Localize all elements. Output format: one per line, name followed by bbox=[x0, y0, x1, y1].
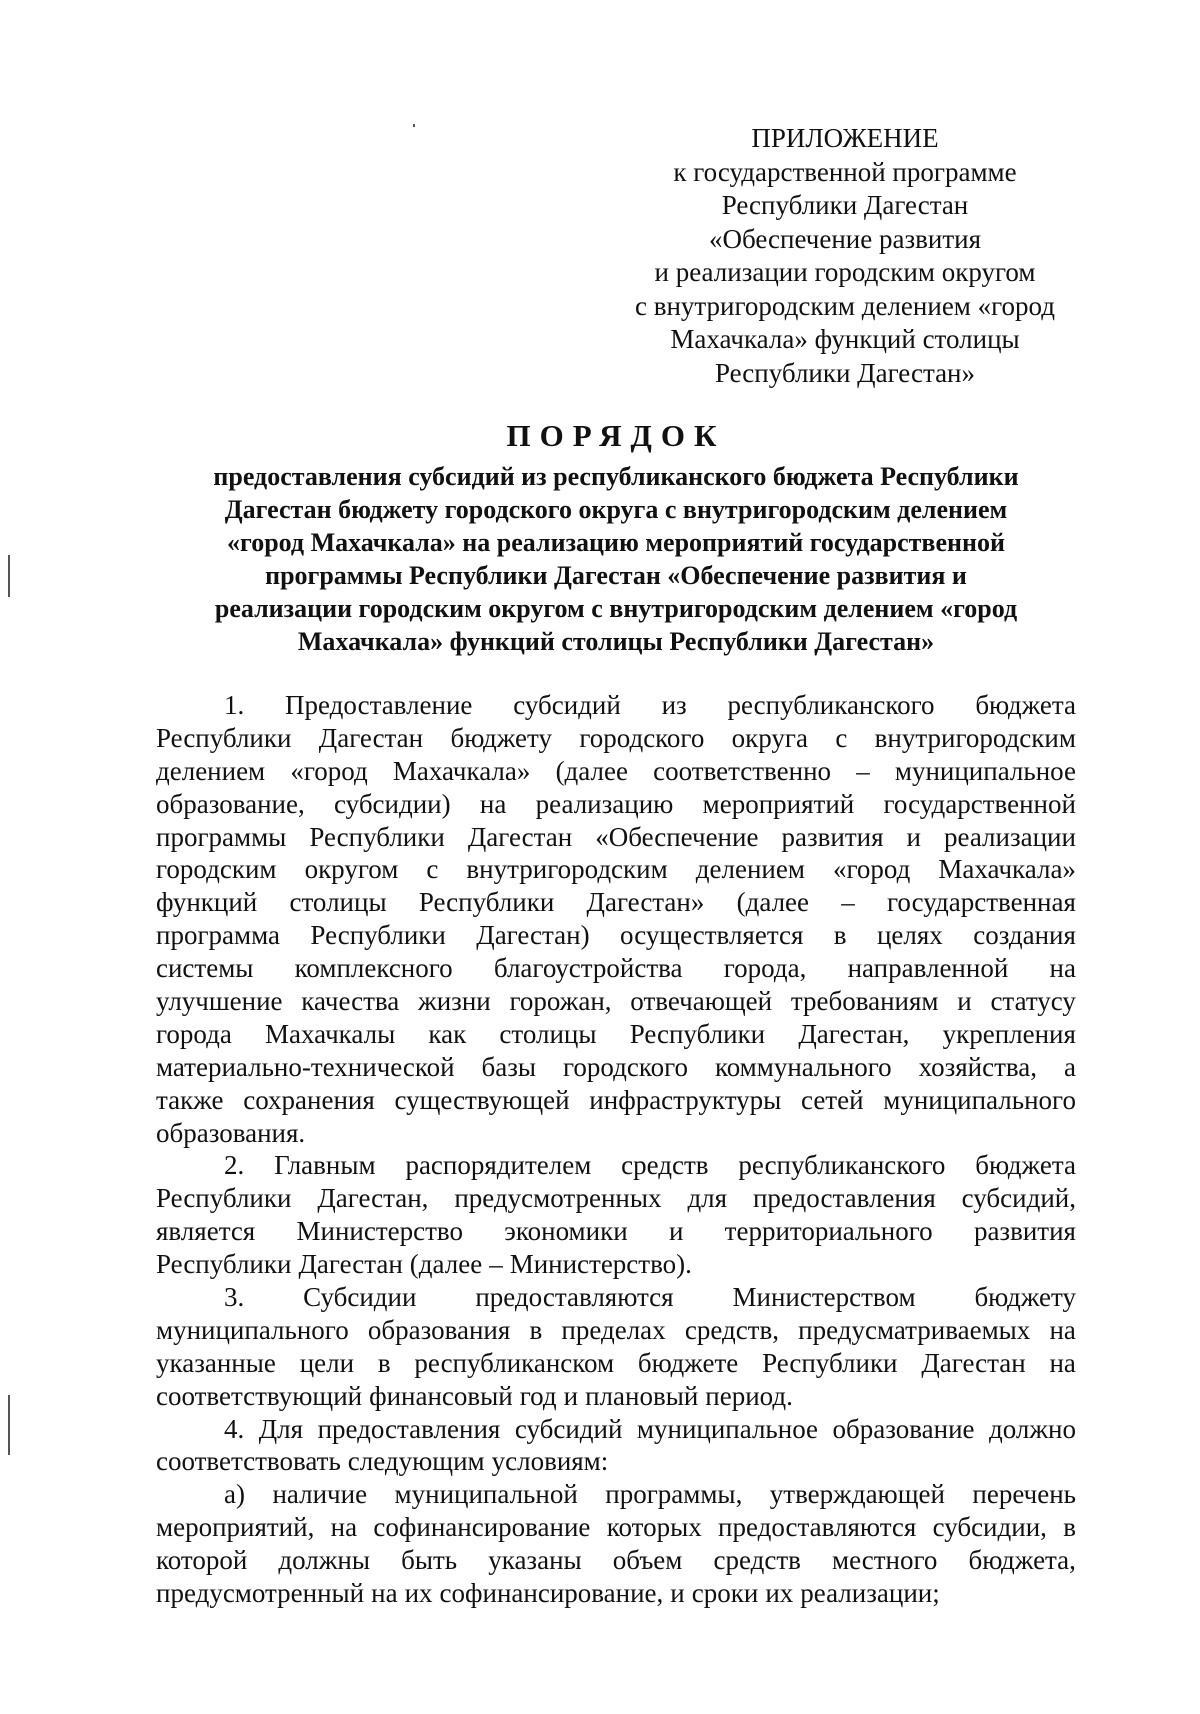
body-line bbox=[156, 1380, 1076, 1413]
body-word: Дагестан bbox=[318, 722, 424, 753]
document-body bbox=[156, 689, 1076, 1610]
body-word: предусмотренный bbox=[156, 1578, 365, 1609]
body-word: соответствующий bbox=[156, 1380, 363, 1411]
body-word: государственная bbox=[887, 887, 1076, 918]
body-word: округа bbox=[731, 722, 808, 753]
body-word: комплексного bbox=[294, 953, 453, 984]
body-line bbox=[156, 1511, 1076, 1544]
body-word: Дагестан bbox=[467, 821, 573, 852]
body-word: 3. bbox=[224, 1282, 245, 1313]
body-word: существующей bbox=[394, 1084, 570, 1115]
subtitle-line: Махачкала» функций столицы Республики Дагестан» bbox=[297, 627, 935, 656]
body-line bbox=[156, 1051, 1076, 1084]
appendix-line: Махачкала» функций столицы bbox=[670, 324, 1020, 354]
body-word: финансовый bbox=[369, 1380, 513, 1411]
body-word: должно bbox=[989, 1413, 1076, 1444]
body-word: мероприятий, bbox=[156, 1512, 315, 1543]
body-word: соответственно bbox=[653, 755, 832, 786]
body-word: Республики bbox=[156, 1183, 292, 1214]
body-word: Республики bbox=[156, 722, 292, 753]
body-word: Министерство). bbox=[509, 1249, 692, 1280]
body-word: государственной bbox=[883, 788, 1076, 819]
body-word: сроки bbox=[691, 1578, 759, 1609]
body-word: с bbox=[426, 854, 439, 885]
body-word: «город bbox=[832, 854, 911, 885]
body-word: распорядителем bbox=[405, 1150, 592, 1181]
body-word: развития bbox=[973, 1216, 1076, 1247]
body-word: образование, bbox=[156, 788, 305, 819]
body-line bbox=[156, 1281, 1076, 1314]
body-word: муниципальное bbox=[636, 1413, 819, 1444]
body-line bbox=[156, 1117, 1076, 1150]
scan-speck bbox=[413, 124, 415, 127]
body-word: функций bbox=[156, 887, 258, 918]
body-word: Предоставление bbox=[285, 690, 473, 720]
body-word: из bbox=[661, 690, 687, 720]
body-word: бюджету bbox=[974, 1282, 1076, 1313]
body-word: программы bbox=[156, 821, 287, 852]
body-word: материально-технической bbox=[156, 1051, 455, 1082]
body-word: период. bbox=[705, 1380, 793, 1411]
body-word: базы bbox=[481, 1051, 537, 1082]
body-word: на bbox=[330, 1512, 358, 1543]
body-word: Дагестан) bbox=[476, 920, 590, 951]
body-word: быть bbox=[401, 1545, 458, 1576]
body-word: благоустройства bbox=[493, 953, 683, 984]
body-word: средств bbox=[713, 1545, 801, 1576]
body-word: – bbox=[489, 1249, 503, 1280]
body-word: развития bbox=[781, 821, 884, 852]
appendix-line: к государственной программе bbox=[673, 156, 1017, 187]
body-word: как bbox=[428, 1018, 467, 1049]
body-word: программа bbox=[156, 920, 280, 951]
body-word: софинансирование, bbox=[439, 1578, 664, 1609]
body-word: на bbox=[1049, 1314, 1076, 1345]
body-word: столицы bbox=[289, 887, 387, 918]
body-word: местного bbox=[832, 1545, 938, 1576]
body-word: Махачкала» bbox=[392, 755, 531, 786]
scan-margin-mark bbox=[8, 555, 10, 597]
body-word: субсидий bbox=[513, 690, 621, 720]
body-word: инфраструктуры bbox=[589, 1084, 782, 1115]
body-line bbox=[156, 1182, 1076, 1215]
body-line bbox=[156, 689, 1076, 722]
body-word: городского bbox=[563, 1051, 689, 1082]
body-word: которой bbox=[156, 1545, 248, 1576]
body-word: программы, bbox=[605, 1479, 743, 1510]
body-word: Республики bbox=[629, 1018, 766, 1049]
body-word: должны bbox=[278, 1545, 371, 1576]
body-word: бюджета, bbox=[968, 1545, 1076, 1576]
body-word: в bbox=[529, 1314, 543, 1345]
appendix-line: ПРИЛОЖЕНИЕ bbox=[751, 123, 939, 153]
body-word: требованиям bbox=[790, 986, 939, 1017]
body-line bbox=[156, 1544, 1076, 1577]
body-word: следующим bbox=[347, 1446, 485, 1477]
body-word: их bbox=[765, 1578, 794, 1609]
body-word: территориального bbox=[724, 1216, 933, 1247]
subtitle-line: предоставления субсидий из республиканского бюджета Республики bbox=[213, 462, 1019, 491]
body-line bbox=[156, 886, 1076, 919]
body-word: образование bbox=[832, 1413, 975, 1444]
body-word: наличие bbox=[272, 1479, 368, 1510]
body-word: субсидий bbox=[514, 1413, 623, 1444]
body-word: муниципальное bbox=[894, 755, 1076, 786]
body-word: Махачкалы bbox=[265, 1018, 396, 1049]
body-line bbox=[156, 1215, 1076, 1248]
body-word: – bbox=[856, 755, 870, 786]
body-line bbox=[156, 1478, 1076, 1511]
appendix-line: Республики Дагестан bbox=[721, 190, 969, 220]
body-word: Для bbox=[258, 1413, 304, 1444]
body-word: Главным bbox=[274, 1150, 376, 1181]
body-word: Министерством bbox=[732, 1282, 916, 1313]
appendix-header bbox=[600, 122, 1090, 390]
body-line bbox=[156, 1577, 1076, 1610]
body-word: образования bbox=[367, 1314, 511, 1345]
body-word: городским bbox=[156, 854, 277, 885]
document-title: ПОРЯДОК bbox=[506, 418, 726, 453]
body-word: Дагестан, bbox=[798, 1018, 910, 1049]
body-word: мероприятий bbox=[702, 788, 855, 819]
body-word: бюджета bbox=[975, 1150, 1076, 1181]
body-line bbox=[156, 1445, 1076, 1478]
body-word: укрепления bbox=[942, 1018, 1076, 1049]
body-word: на bbox=[371, 1578, 398, 1609]
body-word: предоставления bbox=[317, 1413, 501, 1444]
body-word: предусмотренных bbox=[454, 1183, 662, 1214]
body-word: хозяйства, bbox=[918, 1051, 1038, 1082]
subtitle-line: Дагестан бюджету городского округа с внутригородским делением bbox=[224, 495, 1008, 524]
body-word: а) bbox=[224, 1479, 245, 1510]
body-word: на bbox=[1049, 953, 1076, 984]
body-word: предусматриваемых bbox=[798, 1314, 1031, 1345]
body-word: год bbox=[519, 1380, 557, 1411]
body-word: Дагестан bbox=[298, 1249, 403, 1280]
body-line bbox=[156, 919, 1076, 952]
body-word: и bbox=[563, 1380, 579, 1411]
body-word: делением bbox=[695, 854, 805, 885]
body-word: средств bbox=[621, 1150, 709, 1181]
body-word: Министерство bbox=[296, 1216, 463, 1247]
body-word: Республики bbox=[418, 887, 555, 918]
body-word: Республики bbox=[309, 821, 445, 852]
scan-margin-mark bbox=[8, 1395, 10, 1455]
body-line bbox=[156, 1413, 1076, 1446]
body-word: целях bbox=[876, 920, 943, 951]
body-line bbox=[156, 1248, 1076, 1281]
body-word: 2. bbox=[224, 1150, 245, 1181]
body-word: указанные bbox=[156, 1347, 276, 1378]
appendix-line: и реализации городским округом bbox=[654, 257, 1036, 287]
body-word: также bbox=[156, 1084, 224, 1115]
body-word: Субсидии bbox=[303, 1282, 417, 1313]
body-line bbox=[156, 985, 1076, 1018]
body-word: бюджета bbox=[975, 690, 1076, 720]
body-word: реализации bbox=[944, 821, 1076, 852]
body-line bbox=[156, 722, 1076, 755]
body-line bbox=[156, 788, 1076, 821]
body-word: жизни bbox=[418, 986, 491, 1017]
body-word: направленной bbox=[847, 953, 1009, 984]
body-word: реализации; bbox=[800, 1578, 940, 1609]
body-word: и bbox=[668, 1216, 684, 1247]
body-word: является bbox=[156, 1216, 256, 1247]
appendix-line: с внутригородским делением «город bbox=[634, 290, 1056, 321]
body-word: плановый bbox=[585, 1380, 699, 1411]
body-word: 4. bbox=[224, 1413, 245, 1444]
body-word: их bbox=[404, 1578, 433, 1609]
body-word: сетей bbox=[801, 1084, 864, 1115]
body-word: республиканского bbox=[738, 1150, 946, 1181]
body-line bbox=[156, 952, 1076, 985]
body-word: Республики bbox=[156, 1249, 292, 1280]
body-word: муниципального bbox=[883, 1084, 1076, 1115]
body-word: Дагестан bbox=[921, 1347, 1026, 1378]
body-word: горожан, bbox=[509, 986, 612, 1017]
body-word: – bbox=[841, 887, 855, 918]
body-word: пределах bbox=[561, 1314, 666, 1345]
body-word: (далее bbox=[555, 755, 628, 786]
body-word: делением bbox=[156, 755, 266, 786]
body-word: муниципального bbox=[156, 1314, 349, 1345]
body-word: Дагестан, bbox=[317, 1183, 429, 1214]
body-word: «город bbox=[290, 755, 368, 786]
body-word: внутригородским bbox=[466, 854, 668, 885]
body-word: и bbox=[670, 1578, 685, 1609]
body-word: реализацию bbox=[535, 788, 674, 819]
body-word: Республики bbox=[310, 920, 446, 951]
body-word: бюджету bbox=[450, 722, 552, 753]
body-word: качества bbox=[301, 986, 400, 1017]
body-word: и bbox=[906, 821, 921, 852]
body-word: предоставления bbox=[752, 1183, 936, 1214]
subtitle-line: программы Республики Дагестан «Обеспечение развития и bbox=[265, 561, 967, 590]
body-word: указаны bbox=[488, 1545, 582, 1576]
body-word: на bbox=[479, 788, 507, 819]
body-word: которых bbox=[606, 1512, 702, 1543]
body-word: в bbox=[1063, 1512, 1076, 1543]
body-word: округом bbox=[304, 854, 399, 885]
subtitle-line: «город Махачкала» на реализацию мероприятий государственной bbox=[227, 528, 1005, 557]
body-word: объем bbox=[612, 1545, 683, 1576]
body-line bbox=[156, 755, 1076, 788]
body-word: коммунального bbox=[714, 1051, 892, 1082]
body-line bbox=[156, 1084, 1076, 1117]
body-word: отвечающей bbox=[630, 986, 773, 1017]
body-word: города bbox=[156, 1018, 232, 1049]
body-word: в bbox=[377, 1347, 391, 1378]
body-word: предоставляются bbox=[718, 1512, 917, 1543]
body-word: для bbox=[687, 1183, 728, 1214]
body-word: 1. bbox=[224, 690, 245, 720]
body-line bbox=[156, 1347, 1076, 1380]
body-word: Дагестан» bbox=[586, 887, 705, 918]
body-line bbox=[156, 821, 1076, 854]
body-word: республиканском bbox=[414, 1347, 615, 1378]
body-word: в bbox=[833, 920, 847, 951]
body-word: «Обеспечение bbox=[595, 821, 759, 852]
body-word: утверждающей bbox=[769, 1479, 945, 1510]
body-word: Махачкала» bbox=[938, 854, 1076, 885]
body-word: на bbox=[1049, 1347, 1076, 1378]
body-word: (далее bbox=[736, 887, 810, 918]
body-word: муниципальной bbox=[394, 1479, 578, 1510]
body-word: осуществляется bbox=[620, 920, 804, 951]
subtitle-line: реализации городским округом с внутригородским делением «город bbox=[214, 594, 1018, 623]
body-word: образования. bbox=[156, 1117, 306, 1148]
body-line bbox=[156, 1149, 1076, 1182]
body-word: условиям: bbox=[491, 1446, 609, 1477]
body-line bbox=[156, 853, 1076, 886]
body-word: бюджете bbox=[637, 1347, 739, 1378]
document-subtitle bbox=[150, 460, 1082, 658]
appendix-line: «Обеспечение развития bbox=[709, 223, 981, 254]
body-word: сохранения bbox=[243, 1084, 375, 1115]
body-word: статусу bbox=[990, 986, 1076, 1017]
body-line bbox=[156, 1314, 1076, 1347]
body-word: цели bbox=[299, 1347, 355, 1378]
body-word: средств, bbox=[684, 1314, 779, 1345]
body-word: Республики bbox=[762, 1347, 898, 1378]
body-word: системы bbox=[156, 953, 254, 984]
body-word: внутригородским bbox=[874, 722, 1076, 753]
body-word: улучшение bbox=[156, 986, 283, 1017]
body-word: предоставляются bbox=[475, 1282, 674, 1313]
body-word: и bbox=[957, 986, 972, 1017]
body-word: софинансирование bbox=[373, 1512, 591, 1543]
body-word: соответствовать bbox=[156, 1446, 341, 1477]
body-word: перечень bbox=[972, 1479, 1076, 1510]
body-word: городского bbox=[579, 722, 705, 753]
appendix-line: Республики Дагестан» bbox=[714, 357, 976, 388]
body-word: республиканского bbox=[727, 690, 935, 720]
body-word: с bbox=[835, 722, 848, 753]
body-line bbox=[156, 1018, 1076, 1051]
body-word: города, bbox=[723, 953, 807, 984]
body-word: создания bbox=[973, 920, 1076, 951]
body-word: субсидий, bbox=[961, 1183, 1076, 1214]
body-word: (далее bbox=[409, 1249, 483, 1280]
body-word: а bbox=[1063, 1051, 1076, 1082]
body-word: субсидии) bbox=[334, 788, 451, 819]
body-word: столицы bbox=[499, 1018, 597, 1049]
body-word: экономики bbox=[504, 1216, 628, 1247]
body-word: субсидии, bbox=[932, 1512, 1047, 1543]
